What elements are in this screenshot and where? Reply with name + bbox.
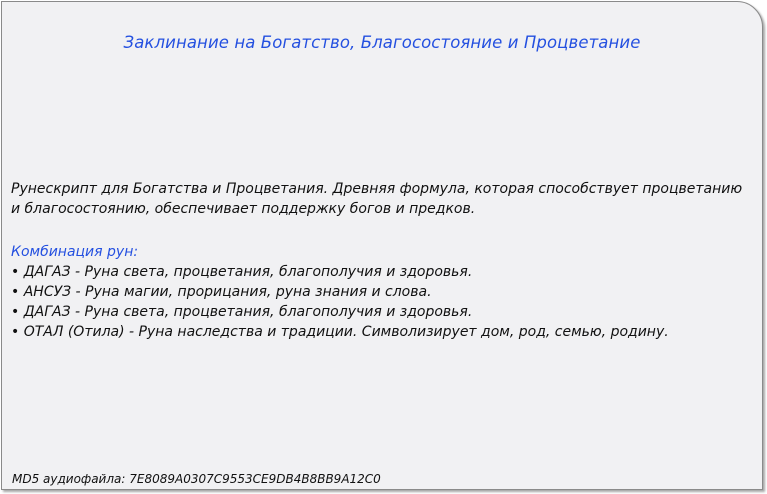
runes-heading: Комбинация рун: — [11, 244, 139, 260]
rune-list — [11, 262, 731, 342]
rune-item-dagaz-2: • ДАГАЗ - Руна света, процветания, благополучия и здоровья. — [11, 304, 473, 320]
spell-title: Заклинание на Богатство, Благосостояние и Процветание — [123, 33, 641, 52]
intro-text: Рунескрипт для Богатства и Процветания. Древняя формула, которая способствует процветанию и благосостоянию, обеспечивает поддержку богов и предков. — [11, 181, 743, 217]
rune-item-dagaz-1: • ДАГАЗ - Руна света, процветания, благополучия и здоровья. — [11, 264, 473, 280]
rune-item-otal: • ОТАЛ (Отила) - Руна наследства и традиции. Символизирует дом, род, семью, родину. — [11, 324, 669, 340]
rune-item-ansuz: • АНСУЗ - Руна магии, прорицания, руна знания и слова. — [11, 284, 432, 300]
md5-checksum: MD5 аудиофайла: 7E8089A0307C9553CE9DB4B8BB9A12C0 — [12, 472, 381, 486]
description-panel — [1, 1, 763, 490]
